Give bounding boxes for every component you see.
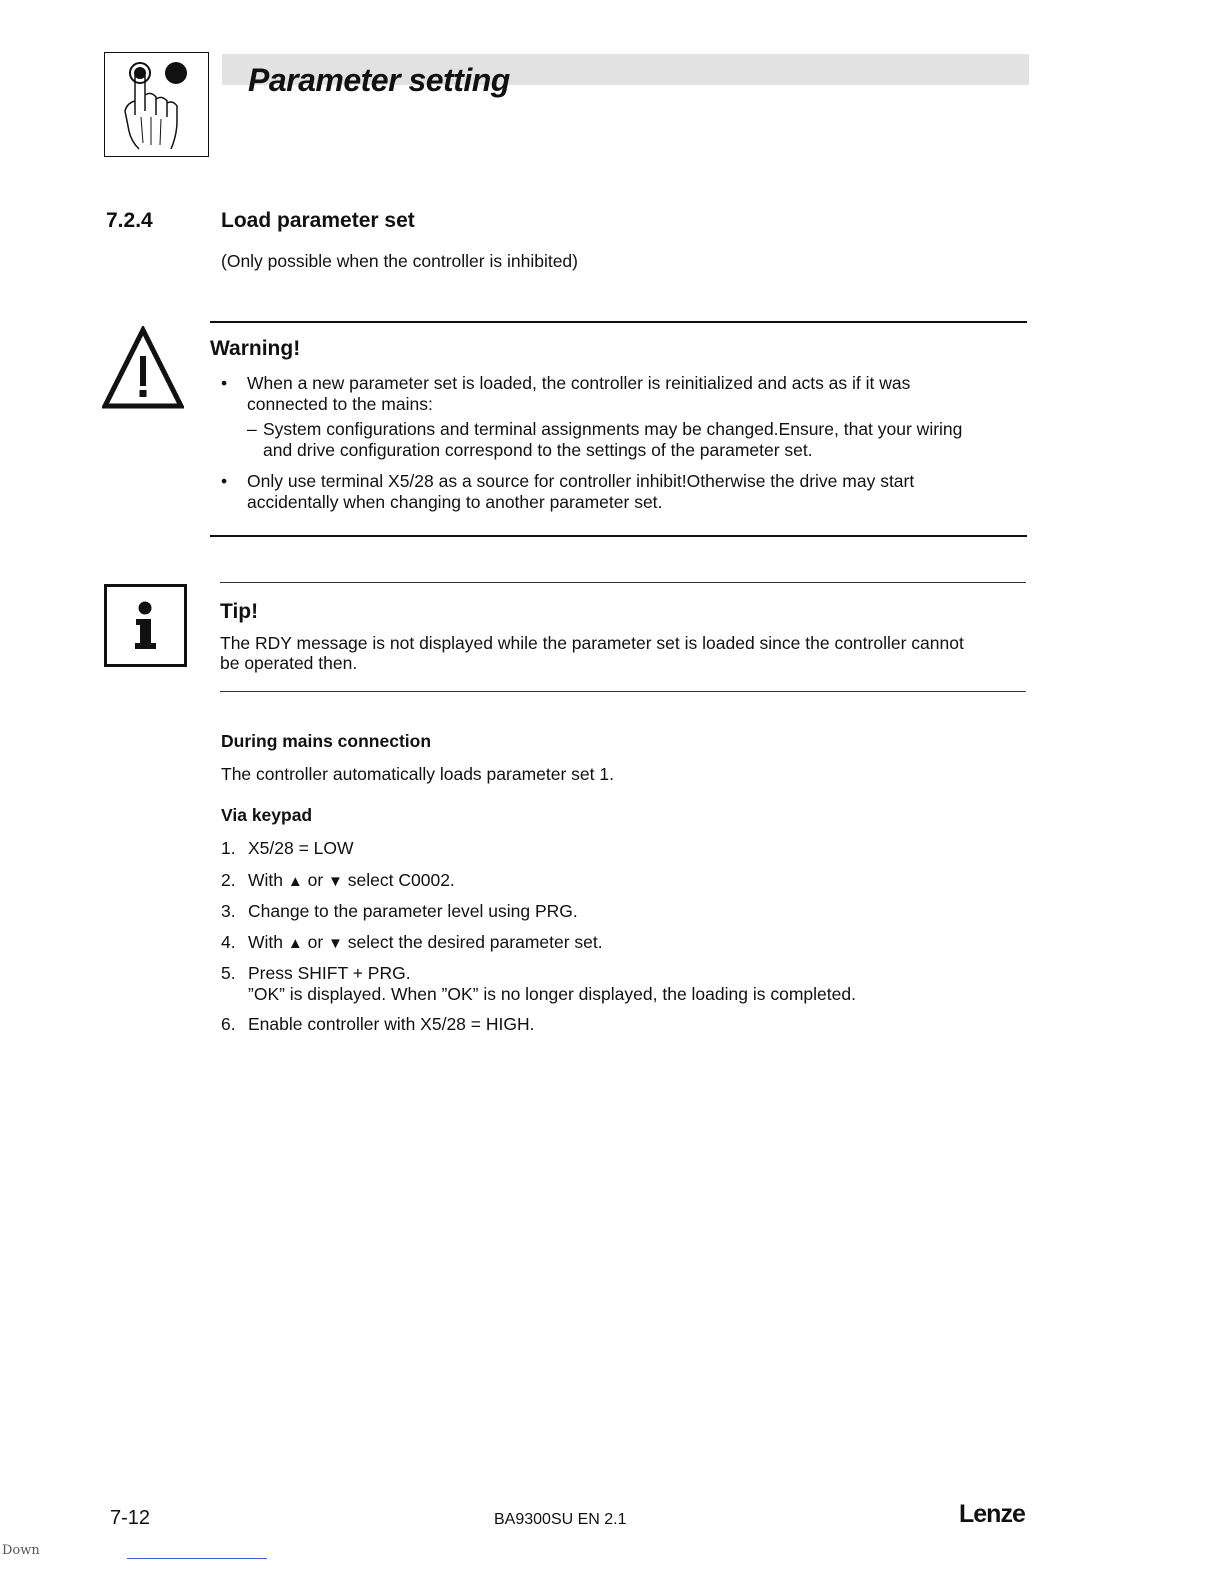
step-text-mid: or [307,870,324,890]
download-link-underline[interactable] [127,1558,267,1559]
mains-heading: During mains connection [221,731,432,751]
step-number: 6. [221,1014,236,1034]
step-text-mid: or [307,932,324,952]
warning-sub-item-line-2: and drive configuration correspond to the settings of the parameter set. [263,440,813,460]
tip-title: Tip! [220,600,259,623]
step-text [248,870,455,892]
warning-bullet-2-line-1: Only use terminal X5/28 as a source for controller inhibit!Otherwise the drive may start [247,471,915,491]
section-note: (Only possible when the controller is inhibited) [221,251,578,271]
tip-bottom-rule [220,691,1026,692]
step-text: Enable controller with X5/28 = HIGH. [248,1014,535,1034]
warning-bullet-2 [221,471,915,513]
down-arrow-icon: ▼ [328,873,343,890]
step-number: 4. [221,932,236,952]
warning-bullet-2-line-2: accidentally when changing to another parameter set. [247,492,663,512]
step-text: X5/28 = LOW [248,838,354,858]
download-label: Down [2,1543,40,1558]
up-arrow-icon: ▲ [287,935,303,952]
bullet-dot: • [221,471,228,491]
warning-triangle-icon [102,326,184,410]
page-title: Parameter setting [248,62,510,98]
info-glyph [107,587,184,664]
step-text-post: select the desired parameter set. [347,932,603,952]
down-arrow-icon: ▼ [328,935,343,952]
document-code: BA9300SU EN 2.1 [494,1511,627,1528]
section-title: Load parameter set [221,209,415,232]
step-text-pre: With [248,932,283,952]
warning-bullet-1 [221,373,911,415]
info-icon [104,584,187,667]
step-text-pre: With [248,870,283,890]
page-number: 7-12 [110,1507,151,1529]
step-text-line-1: Press SHIFT + PRG. [248,963,411,983]
tip-text-line-2: be operated then. [220,653,358,673]
warning-bullet-1-line-2: connected to the mains: [247,394,433,414]
step-number: 5. [221,963,236,983]
step-number: 3. [221,901,236,921]
section-number: 7.2.4 [106,209,153,232]
hand-pressing-button-icon [105,53,207,155]
keypad-heading: Via keypad [221,805,313,825]
up-arrow-icon: ▲ [287,873,303,890]
step-text [248,932,603,954]
tip-text-line-1: The RDY message is not displayed while the parameter set is loaded since the controller cannot [220,633,964,653]
warning-top-rule [210,321,1027,323]
step-number: 2. [221,870,236,890]
tip-text [220,633,1028,673]
step-text-line-2: ”OK” is displayed. When ”OK” is no longer displayed, the loading is completed. [248,984,856,1004]
warning-bottom-rule [210,535,1027,537]
step-text-post: select C0002. [347,870,455,890]
sub-item-dash: – [247,419,257,439]
warning-bullet-1-line-1: When a new parameter set is loaded, the controller is reinitialized and acts as if it was [247,373,911,393]
warning-sub-item [247,419,963,461]
tip-top-rule [220,582,1026,583]
warning-sub-item-line-1: System configurations and terminal assignments may be changed.Ensure, that your wiring [263,419,963,439]
step-number: 1. [221,838,236,858]
mains-text: The controller automatically loads parameter set 1. [221,764,614,784]
bullet-dot: • [221,373,228,393]
step-text [248,963,856,1005]
lenze-logo: Lenze [959,1500,1025,1528]
warning-title: Warning! [210,337,301,360]
header-icon-frame [104,52,209,157]
step-text: Change to the parameter level using PRG. [248,901,578,921]
